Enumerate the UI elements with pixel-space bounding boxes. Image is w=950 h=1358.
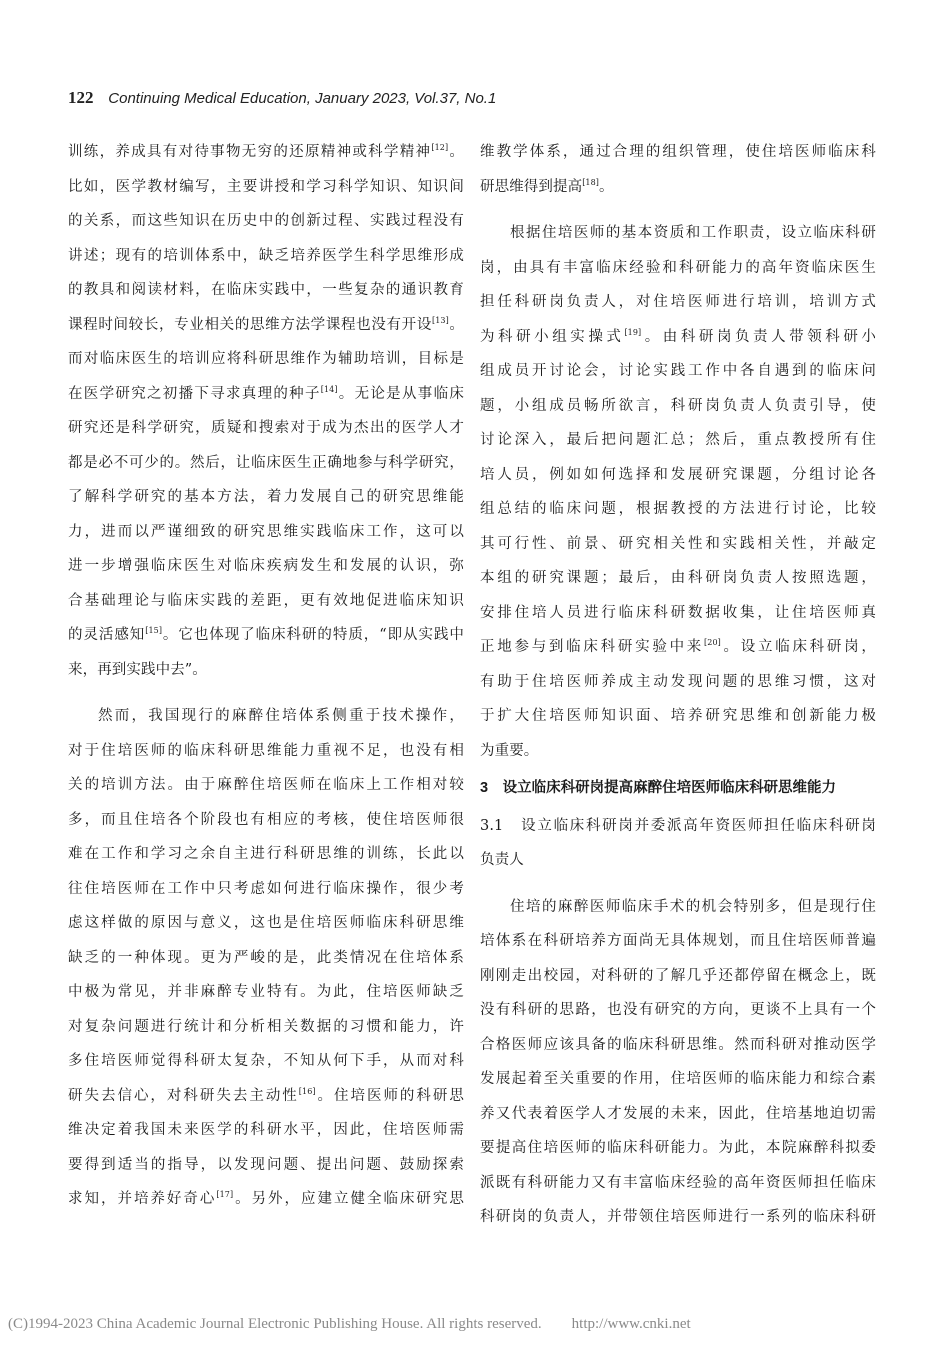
line-text: 对复杂问题进行统计和分析相关数据的习惯和能力，许 (68, 1018, 464, 1035)
line-text: 讨论深入，最后把问题汇总；然后，重点教授所有住 (480, 432, 876, 448)
line-text: 关的培训方法。由于麻醉住培医师在临床上工作相对较 (68, 777, 464, 793)
line-text: 住培的麻醉医师临床手术的机会特别多，但是现行住 (510, 898, 876, 915)
text-line (68, 842, 464, 866)
line-text-tail: 。它也体现了临床科研的特质，“即从实践中 (162, 627, 464, 643)
line-text-tail: 。设立临床科研岗， (720, 639, 876, 655)
text-line (480, 670, 876, 694)
line-text: 3 设立临床科研岗提高麻醉住培医师临床科研思维能力 (480, 780, 837, 796)
line-text: 虑这样做的原因与意义，这也是住培医师临床科研思维 (68, 915, 464, 931)
line-text: 安排住培人员进行临床科研数据收集，让住培医师真 (480, 604, 876, 621)
line-text: 在医学研究之初播下寻求真理的种子 (68, 385, 321, 402)
line-text: 本组的研究课题；最后，由科研岗负责人按照选题， (480, 570, 876, 586)
line-text: 培人员，例如如何选择和发展研究课题，分组讨论各 (480, 466, 876, 483)
text-line (68, 382, 464, 406)
text-line (480, 601, 876, 625)
line-text-tail: 。 (448, 144, 464, 160)
text-line (68, 1049, 464, 1073)
line-text: 维决定着我国未来医学的科研水平，因此，住培医师需 (68, 1122, 464, 1138)
text-line (510, 221, 876, 245)
line-text: 担任科研岗负责人，对住培医师进行培训，培训方式 (480, 294, 876, 310)
text-line (480, 532, 876, 556)
line-text: 为重要。 (480, 742, 539, 759)
text-line (68, 589, 464, 613)
line-text: 题，小组成员畅所欲言，科研岗负责人负责引导，使 (480, 397, 876, 414)
line-text-tail: 。另外，应建立健全临床研究思 (233, 1191, 464, 1207)
text-line (68, 658, 207, 682)
text-line (68, 140, 464, 164)
line-text: 来，再到实践中去”。 (68, 661, 207, 678)
line-text: 了解科学研究的基本方法，着力发展自己的研究思维能 (68, 489, 464, 505)
line-text: 研究还是科学研究，质疑和搜索对于成为杰出的医学人才 (68, 420, 464, 436)
citation-ref: [14] (320, 384, 338, 394)
line-text: 对于住培医师的临床科研思维能力重视不足，也没有相 (68, 742, 464, 759)
text-line (68, 1187, 464, 1211)
text-line (480, 1067, 876, 1091)
running-header (68, 88, 496, 108)
text-line (480, 256, 876, 280)
text-line (68, 485, 464, 509)
text-line (480, 325, 876, 349)
line-text: 正地参与到临床科研实验中来 (480, 639, 705, 655)
text-line (68, 623, 464, 647)
text-line (480, 1205, 876, 1229)
line-text: 缺乏的一种体现。更为严峻的是，此类情况在住培体系 (68, 949, 464, 966)
line-text: 多住培医师觉得科研太复杂，不知从何下手，从而对科 (68, 1053, 464, 1069)
text-line (68, 278, 464, 302)
line-text-tail: 。住培医师的科研思 (315, 1087, 464, 1104)
text-line (68, 520, 464, 544)
line-text: 求知，并培养好奇心 (68, 1191, 217, 1207)
text-line (68, 1153, 464, 1177)
line-text: 根据住培医师的基本资质和工作职责，设立临床科研 (510, 225, 876, 241)
text-line (68, 313, 464, 337)
line-text: 研失去信心，对科研失去主动性 (68, 1087, 299, 1104)
line-text: 有助于住培医师养成主动发现问题的思维习惯，这对 (480, 673, 876, 690)
text-line (98, 704, 464, 728)
text-line (480, 929, 876, 953)
line-text: 训练，养成具有对待事物无穷的还原精神或科学精神 (68, 144, 432, 160)
text-line (68, 347, 464, 371)
line-text: 难在工作和学习之余自主进行科研思维的训练，长此以 (68, 846, 464, 862)
text-line (480, 814, 876, 838)
text-line (480, 566, 876, 590)
citation-ref: [16] (298, 1086, 316, 1096)
text-line (68, 980, 464, 1004)
citation-ref: [17] (216, 1190, 234, 1199)
text-line (480, 1136, 876, 1160)
text-line (480, 359, 876, 383)
text-line (480, 140, 876, 164)
line-text: 没有科研的思路，也没有研究的方向，更谈不上具有一个 (480, 1002, 876, 1018)
line-text: 讲述；现有的培训体系中，缺乏培养医学生科学思维形成 (68, 247, 464, 264)
line-text: 岗，由具有丰富临床经验和科研能力的高年资临床医生 (480, 259, 876, 276)
text-line (510, 895, 876, 919)
line-text-tail: 。 (599, 178, 614, 195)
text-line (68, 554, 464, 578)
text-line (68, 946, 464, 970)
text-line (480, 290, 876, 314)
line-text: 比如，医学教材编写，主要讲授和学习科学知识、知识间 (68, 178, 464, 195)
line-text: 都是必不可少的。然后，让临床医生正确地参与科学研究， (68, 454, 464, 471)
text-line (480, 463, 876, 487)
line-text: 的灵活感知 (68, 627, 146, 643)
line-text: 其可行性、前景、研究相关性和实践相关性，并敲定 (480, 535, 876, 552)
text-line (68, 209, 464, 233)
text-line (480, 635, 876, 659)
line-text: 然而，我国现行的麻醉住培体系侧重于技术操作， (98, 708, 464, 724)
citation-ref: [13] (432, 315, 449, 325)
line-text: 力，进而以严谨细致的研究思维实践临床工作，这可以 (68, 523, 464, 540)
text-line (68, 773, 464, 797)
section-heading (480, 776, 836, 800)
line-text: 养又代表着医学人才发展的未来，因此，住培基地迫切需 (480, 1105, 876, 1122)
text-line (68, 739, 464, 763)
line-text-tail: 。 (448, 316, 464, 333)
line-text: 派既有科研能力又有丰富临床经验的高年资医师担任临床 (480, 1174, 876, 1191)
text-line (480, 739, 538, 763)
line-text: 维教学体系，通过合理的组织管理，使住培医师临床科 (480, 144, 876, 160)
line-text: 培体系在科研培养方面尚无具体规划，而且住培医师普遍 (480, 933, 876, 949)
line-text: 为科研小组实操式 (480, 328, 625, 345)
text-line (68, 877, 464, 901)
line-text: 组成员开讨论会，讨论实践工作中各自遇到的临床问 (480, 363, 876, 379)
line-text: 于扩大住培医师知识面、培养研究思维和创新能力极 (480, 708, 876, 724)
line-text: 组总结的临床问题，根据教授的方法进行讨论，比较 (480, 501, 876, 517)
line-text: 科研岗的负责人，并带领住培医师进行一系列的临床科研 (480, 1209, 876, 1225)
text-line (68, 244, 464, 268)
text-line (480, 1171, 876, 1195)
line-text: 要得到适当的指导，以发现问题、提出问题、鼓励探索 (68, 1156, 464, 1173)
text-line (480, 428, 876, 452)
text-line (68, 1015, 464, 1039)
text-line (480, 704, 876, 728)
text-line (68, 911, 464, 935)
text-line (68, 451, 464, 475)
line-text: 中极为常见，并非麻醉专业特有。为此，住培医师缺乏 (68, 984, 464, 1000)
citation-ref: [20] (704, 638, 721, 647)
line-text: 3.1 设立临床科研岗并委派高年资医师担任临床科研岗 (480, 817, 876, 834)
line-text: 往住培医师在工作中只考虑如何进行临床操作，很少考 (68, 880, 464, 897)
text-line (480, 1033, 876, 1057)
line-text: 的关系，而这些知识在历史中的创新过程、实践过程没有 (68, 213, 464, 229)
line-text: 合格医师应该具备的临床科研思维。然而科研对推动医学 (480, 1036, 876, 1053)
line-text: 的教具和阅读材料，在临床实践中，一些复杂的通识教育 (68, 282, 464, 298)
line-text: 而对临床医生的培训应将科研思维作为辅助培训，目标是 (68, 351, 464, 367)
text-line (68, 1118, 464, 1142)
citation-ref: [19] (624, 327, 642, 337)
citation-ref: [12] (431, 143, 449, 152)
text-line (480, 1102, 876, 1126)
text-line (68, 175, 464, 199)
line-text: 进一步增强临床医生对临床疾病发生和发展的认识，弥 (68, 558, 464, 574)
text-line (68, 416, 464, 440)
line-text: 发展起着至关重要的作用，住培医师的临床能力和综合素 (480, 1071, 876, 1087)
line-text: 合基础理论与临床实践的差距，更有效地促进临床知识 (68, 592, 464, 609)
line-text: 刚刚走出校园，对科研的了解几乎还都停留在概念上，既 (480, 967, 876, 984)
text-line (480, 497, 876, 521)
line-text-tail: 。无论是从事临床 (337, 385, 464, 402)
page-number: 122 (68, 88, 94, 107)
journal-citation: Continuing Medical Education, January 2023, Vol.37, No.1 (108, 90, 497, 107)
text-line (480, 998, 876, 1022)
citation-ref: [18] (582, 177, 600, 187)
text-line (480, 175, 614, 199)
line-text: 负责人 (480, 852, 524, 868)
copyright-footer: (C)1994-2023 China Academic Journal Electronic Publishing House. All rights reserved. http://www.cnki.net (8, 1316, 691, 1332)
text-line (480, 394, 876, 418)
line-text: 课程时间较长，专业相关的思维方法学课程也没有开设 (68, 316, 432, 333)
line-text-tail: 。由科研岗负责人带领科研小 (641, 328, 876, 345)
text-line (68, 1084, 464, 1108)
text-line (480, 964, 876, 988)
citation-ref: [15] (145, 626, 163, 635)
text-line (68, 808, 464, 832)
line-text: 要提高住培医师的临床科研能力。为此，本院麻醉科拟委 (480, 1140, 876, 1156)
line-text: 研思维得到提高 (480, 178, 583, 195)
line-text: 多，而且住培各个阶段也有相应的考核，使住培医师很 (68, 811, 464, 828)
text-line (480, 848, 524, 872)
